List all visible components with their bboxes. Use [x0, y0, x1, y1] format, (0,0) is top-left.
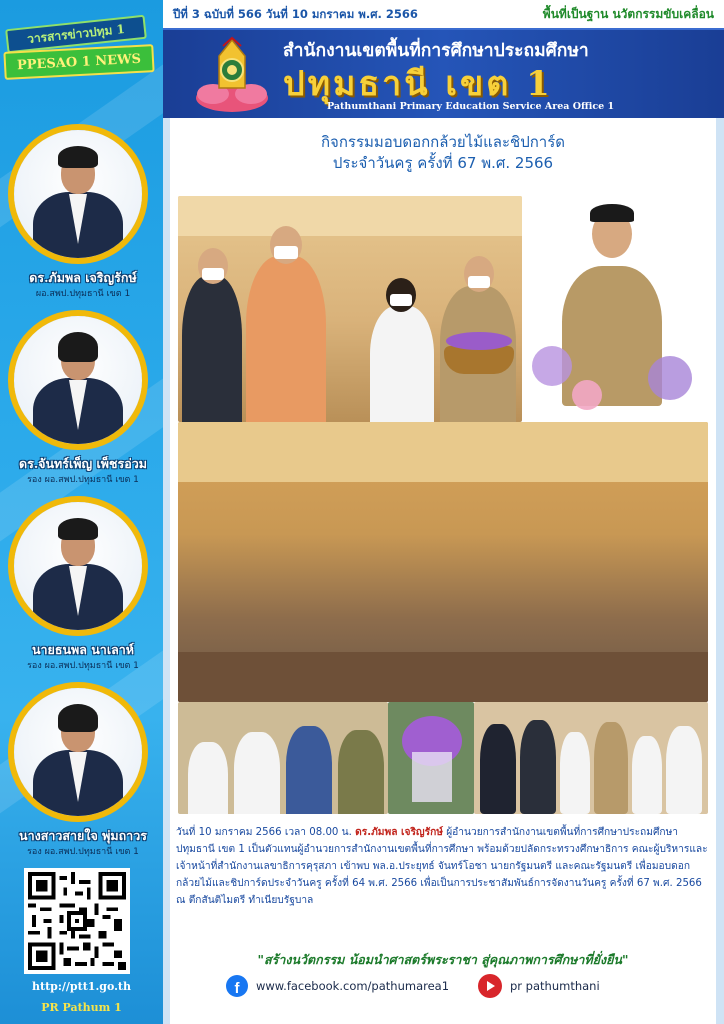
person-name: นางสาวสายใจ พุ่มถาวร: [19, 828, 147, 843]
top-slogan: พื้นที่เป็นฐาน นวัตกรรมขับเคลื่อน: [542, 7, 714, 21]
org-name-en: Pathumthani Primary Education Service Area Office 1: [327, 101, 615, 112]
headline: [170, 132, 716, 174]
motto-quote: "สร้างนวัตกรรม น้อมนำศาสตร์พระราชา สู่คุณภาพการศึกษาที่ยั่งยืน": [257, 952, 629, 967]
sidebar: [0, 0, 163, 1024]
deputy-photo: [8, 682, 148, 822]
body-intro: วันที่ 10 มกราคม 2566 เวลา 08.00 น.: [176, 827, 356, 838]
qr-code[interactable]: [24, 868, 130, 974]
person-role: รอง ผอ.สพป.ปทุมธานี เขต 1: [27, 475, 139, 485]
org-name-th: สำนักงานเขตพื้นที่การศึกษาประถมศึกษา: [283, 41, 589, 61]
person-name: ดร.ภัมพล เจริญรักษ์: [29, 270, 137, 285]
person-role: ผอ.สพป.ปทุมธานี เขต 1: [35, 289, 131, 299]
photo-director-portrait: [532, 196, 708, 422]
body-rest: ผู้อำนวยการสำนักงานเขตพื้นที่การศึกษาประถมศึกษาปทุมธานี เขต 1 เป็นตัวแทนผู้อำนวยการสำนักงานเขตพื้นที่การศึกษา พร้อมด้วยปลัดกระทรวงศึกษาธิการ คณะผู้บริหารและเจ้าหน้าที่สำนักงานเลขาธิการคุรุสภา เข้าพบ พล.อ.ประยุทธ์ จันทร์โอชา นายกรัฐมนตรี และคณะรัฐมนตรี เพื่อมอบดอกกล้วยไม้และชิปการ์ดประจำวันครู ครั้งที่ 64 พ.ศ. 2566 เพื่อเป็นการประชาสัมพันธ์การจัดงานวันครู ครั้งที่ 67 พ.ศ. 2566 ณ ตึกสันติไมตรี ทำเนียบรัฐบาล: [176, 827, 708, 906]
director-photo: [8, 124, 148, 264]
youtube-icon: [478, 974, 502, 998]
header-banner: [163, 28, 724, 118]
main-panel: [170, 118, 716, 1024]
photo-small-1: [178, 702, 388, 814]
person-name: ดร.จันทร์เพ็ญ เพ็ชรอ่วม: [19, 456, 147, 471]
office-logo-icon: [193, 36, 271, 116]
province-title: ปทุมธานี เขต 1: [283, 64, 553, 104]
article-body: [176, 824, 712, 909]
photo-small-3: [474, 702, 708, 814]
person-role: รอง ผอ.สพป.ปทุมธานี เขต 1: [27, 847, 139, 857]
pr-label: PR Pathum 1: [41, 1001, 122, 1014]
facebook-icon: f: [226, 975, 248, 997]
youtube-link[interactable]: [478, 974, 600, 998]
website-link[interactable]: http://ptt1.go.th: [31, 980, 132, 993]
photo-pm-receiving-orchid: [178, 196, 522, 422]
body-highlight-name: ดร.ภัมพล เจริญรักษ์: [355, 827, 443, 838]
issue-info: ปีที่ 3 ฉบับที่ 566 วันที่ 10 มกราคม พ.ศ. 2566: [173, 7, 418, 21]
photo-small-2: [388, 702, 474, 814]
headline-line-2: ประจำวันครู ครั้งที่ 67 พ.ศ. 2566: [332, 154, 554, 172]
deputy-photo: [8, 496, 148, 636]
newsletter-tag-en: PPESAO 1 NEWS: [3, 44, 154, 80]
person-role: รอง ผอ.สพป.ปทุมธานี เขต 1: [27, 661, 139, 671]
deputy-photo: [8, 310, 148, 450]
facebook-text: www.facebook.com/pathumarea1: [256, 979, 450, 993]
person-name: นายธนพล นาเลาห์: [31, 642, 135, 657]
facebook-link[interactable]: [226, 974, 449, 998]
photo-group: [178, 422, 708, 702]
youtube-text: pr pathumthani: [510, 979, 600, 993]
newsletter-tag-th: วารสารข่าวปทุม 1: [5, 15, 147, 54]
top-strip: [163, 0, 724, 28]
headline-line-1: กิจกรรมมอบดอกกล้วยไม้และชิปการ์ด: [320, 133, 566, 151]
